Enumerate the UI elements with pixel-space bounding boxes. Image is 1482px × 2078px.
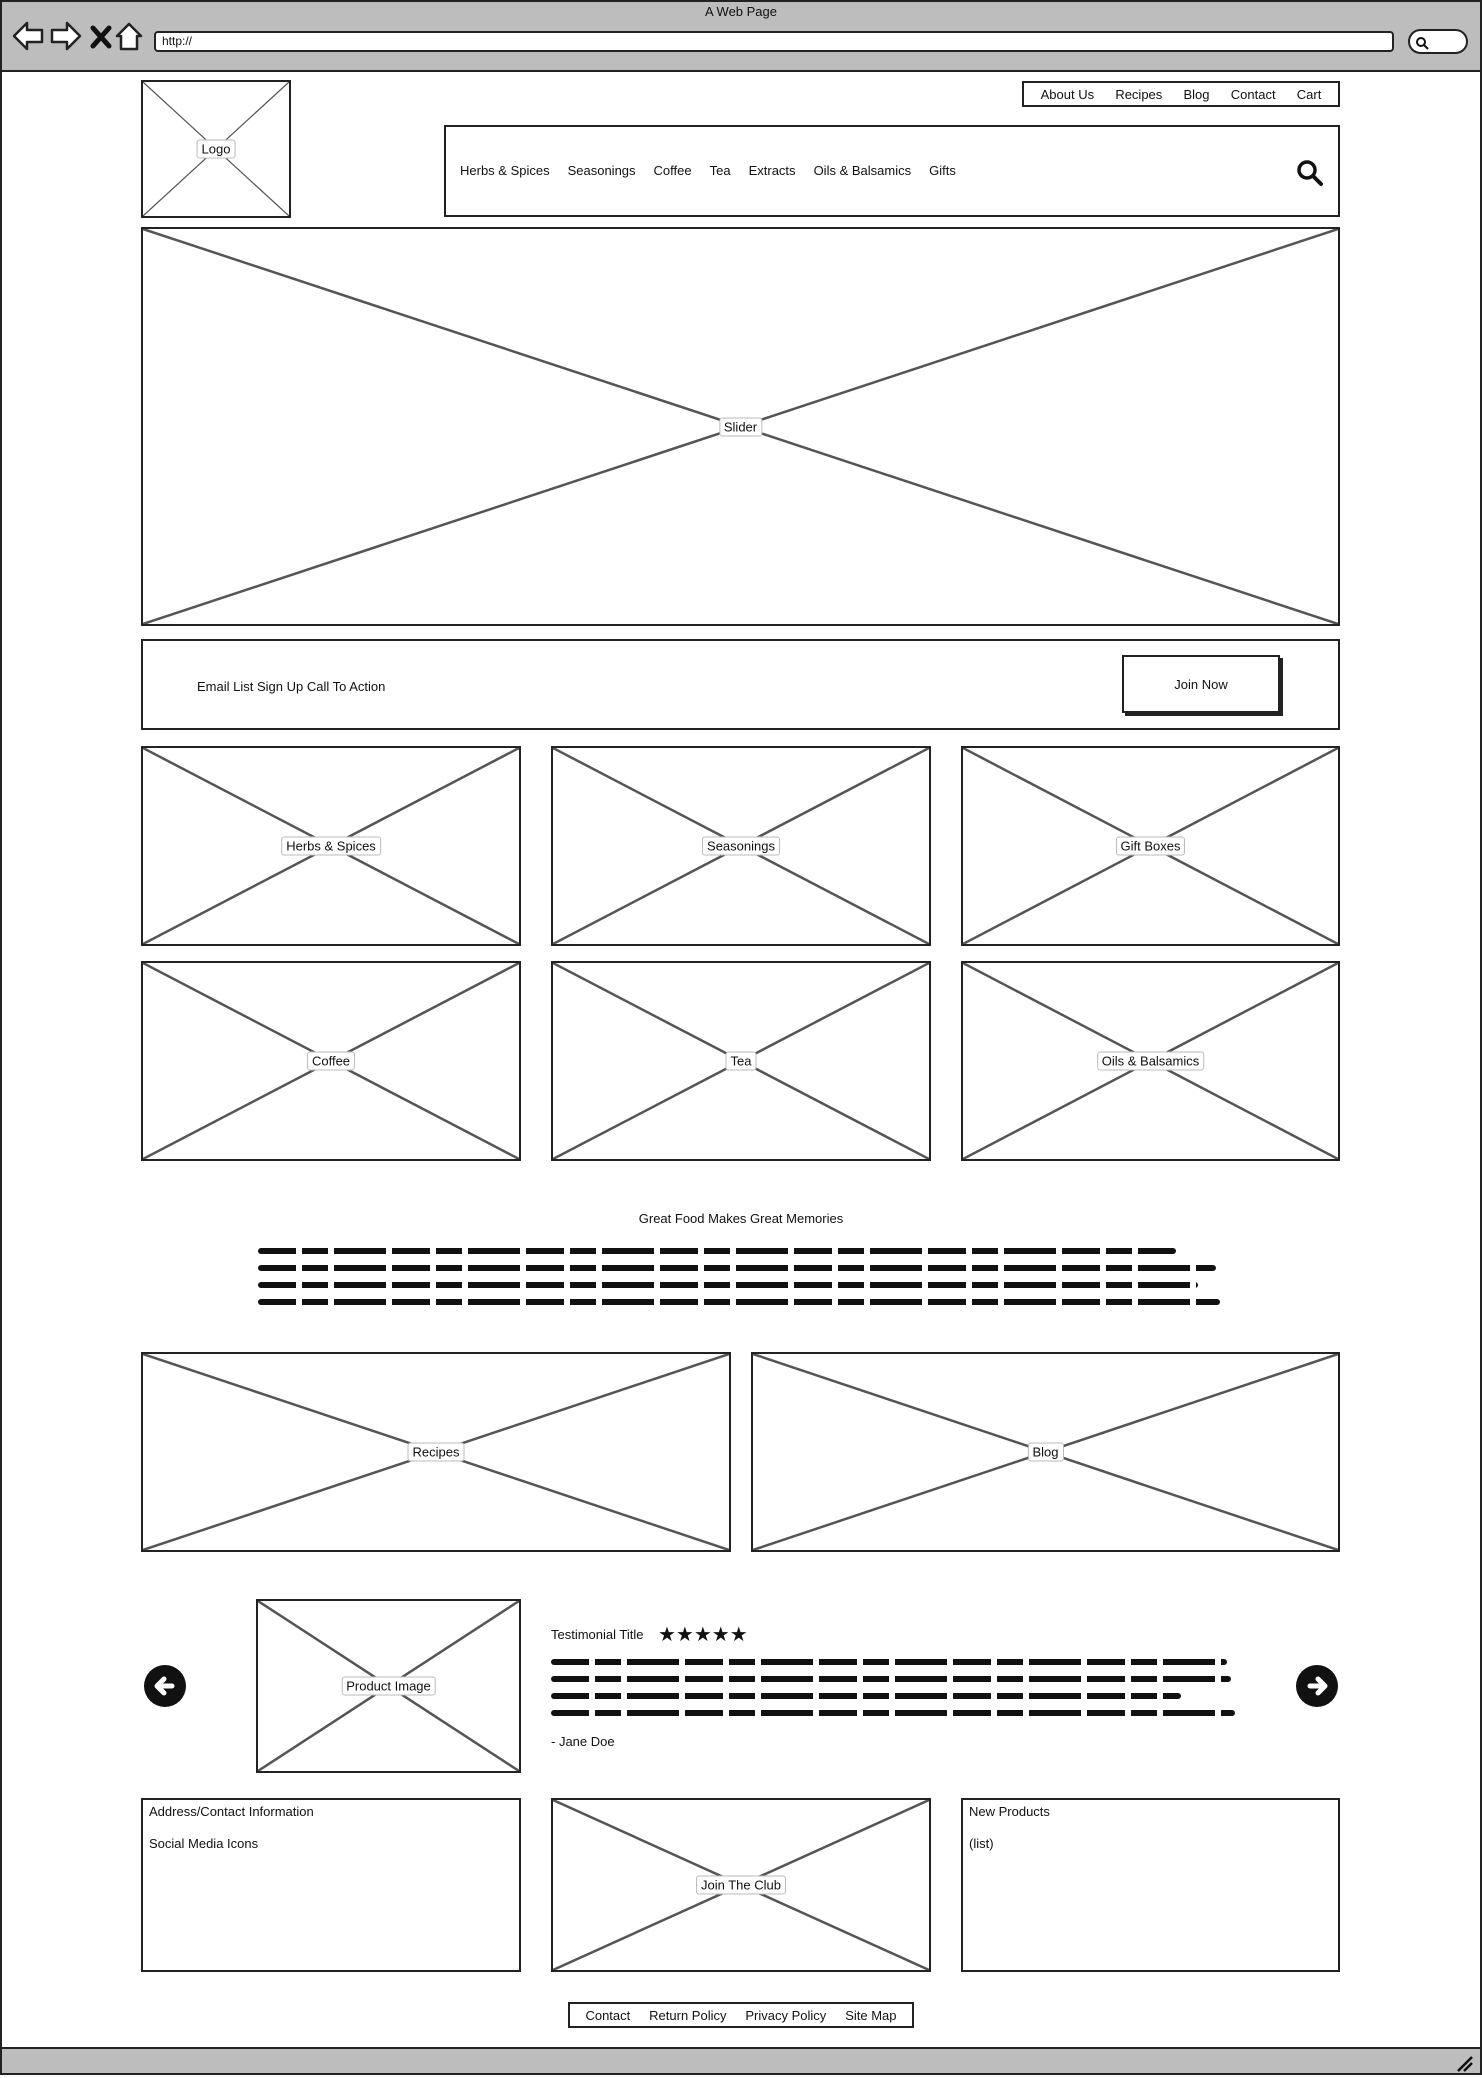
social-media-icons: Social Media Icons [149,1836,259,1851]
hero-slider[interactable] [141,227,1340,626]
testimonial-title: Testimonial Title [551,1627,644,1642]
email-signup-cta [141,639,1340,730]
category-label: Tea [726,1052,757,1071]
slider-label: Slider [719,417,762,436]
product-image-label: Product Image [341,1677,436,1696]
address-info: Address/Contact Information [149,1804,314,1819]
category-label: Seasonings [702,837,780,856]
category-oils-balsamics[interactable] [961,961,1340,1161]
category-tea[interactable] [551,961,931,1161]
url-bar[interactable]: http:// [154,31,1394,52]
placeholder-text-line [258,1265,1216,1271]
rating-stars: ★★★★★ [658,1624,748,1646]
arrow-right-icon[interactable] [1296,1665,1338,1707]
feature-recipes[interactable] [141,1352,731,1552]
testimonial-author: - Jane Doe [551,1734,615,1749]
footer-links [568,2002,914,2028]
arrow-left-icon[interactable] [144,1665,186,1707]
category-coffee[interactable] [141,961,521,1161]
category-label: Oils & Balsamics [1097,1052,1205,1071]
top-links [1022,81,1340,107]
status-bar [0,2047,1482,2075]
top-link-contact[interactable]: Contact [1230,86,1276,102]
logo[interactable] [141,80,291,218]
product-image [256,1599,521,1773]
feature-label: Blog [1027,1443,1063,1462]
placeholder-text-line [258,1248,1176,1254]
feature-label: Recipes [408,1443,465,1462]
top-link-about-us[interactable]: About Us [1040,86,1095,102]
join-the-club[interactable] [551,1798,931,1972]
nav-item-herbs-spices[interactable]: Herbs & Spices [460,163,550,178]
feature-blog[interactable] [751,1352,1340,1552]
footer-link-privacy-policy[interactable]: Privacy Policy [745,2007,827,2023]
nav-item-gifts[interactable]: Gifts [929,163,956,178]
new-products-box [961,1798,1340,1972]
forward-icon[interactable] [48,18,82,54]
category-label: Coffee [307,1052,355,1071]
footer-link-contact[interactable]: Contact [585,2007,631,2023]
top-link-recipes[interactable]: Recipes [1115,86,1163,102]
nav-item-seasonings[interactable]: Seasonings [567,163,636,178]
main-nav-items [460,163,956,178]
nav-item-extracts[interactable]: Extracts [748,163,796,178]
logo-label: Logo [197,140,236,159]
back-icon[interactable] [12,18,46,54]
top-link-blog[interactable]: Blog [1183,86,1210,102]
window-title: A Web Page [704,4,778,19]
cta-text: Email List Sign Up Call To Action [197,679,386,694]
placeholder-text-line [551,1676,1231,1682]
join-now-button[interactable]: Join Now [1122,655,1280,713]
nav-item-tea[interactable]: Tea [709,163,731,178]
nav-item-oils-balsamics[interactable]: Oils & Balsamics [813,163,912,178]
new-products-title: New Products [969,1804,1050,1819]
top-link-cart[interactable]: Cart [1296,86,1322,102]
nav-item-coffee[interactable]: Coffee [653,163,692,178]
search-icon[interactable] [1296,159,1324,187]
category-gift-boxes[interactable] [961,746,1340,946]
intro-heading: Great Food Makes Great Memories [638,1211,844,1226]
category-label: Gift Boxes [1116,837,1186,856]
category-label: Herbs & Spices [281,837,381,856]
join-club-label: Join The Club [696,1876,786,1895]
home-icon[interactable] [114,18,148,54]
placeholder-text-line [551,1710,1235,1716]
footer-link-return-policy[interactable]: Return Policy [649,2007,727,2023]
main-nav [444,125,1340,217]
new-products-list: (list) [969,1836,994,1851]
search-icon [1410,31,1470,56]
category-seasonings[interactable] [551,746,931,946]
placeholder-text-line [551,1659,1227,1665]
placeholder-text-line [258,1299,1220,1305]
placeholder-text-line [551,1693,1181,1699]
resize-grip-icon[interactable] [1454,2053,1476,2073]
category-herbs-spices[interactable] [141,746,521,946]
footer-link-site-map[interactable]: Site Map [845,2007,897,2023]
placeholder-text-line [258,1282,1198,1288]
browser-search[interactable] [1408,29,1468,54]
footer-contact-box [141,1798,521,1972]
